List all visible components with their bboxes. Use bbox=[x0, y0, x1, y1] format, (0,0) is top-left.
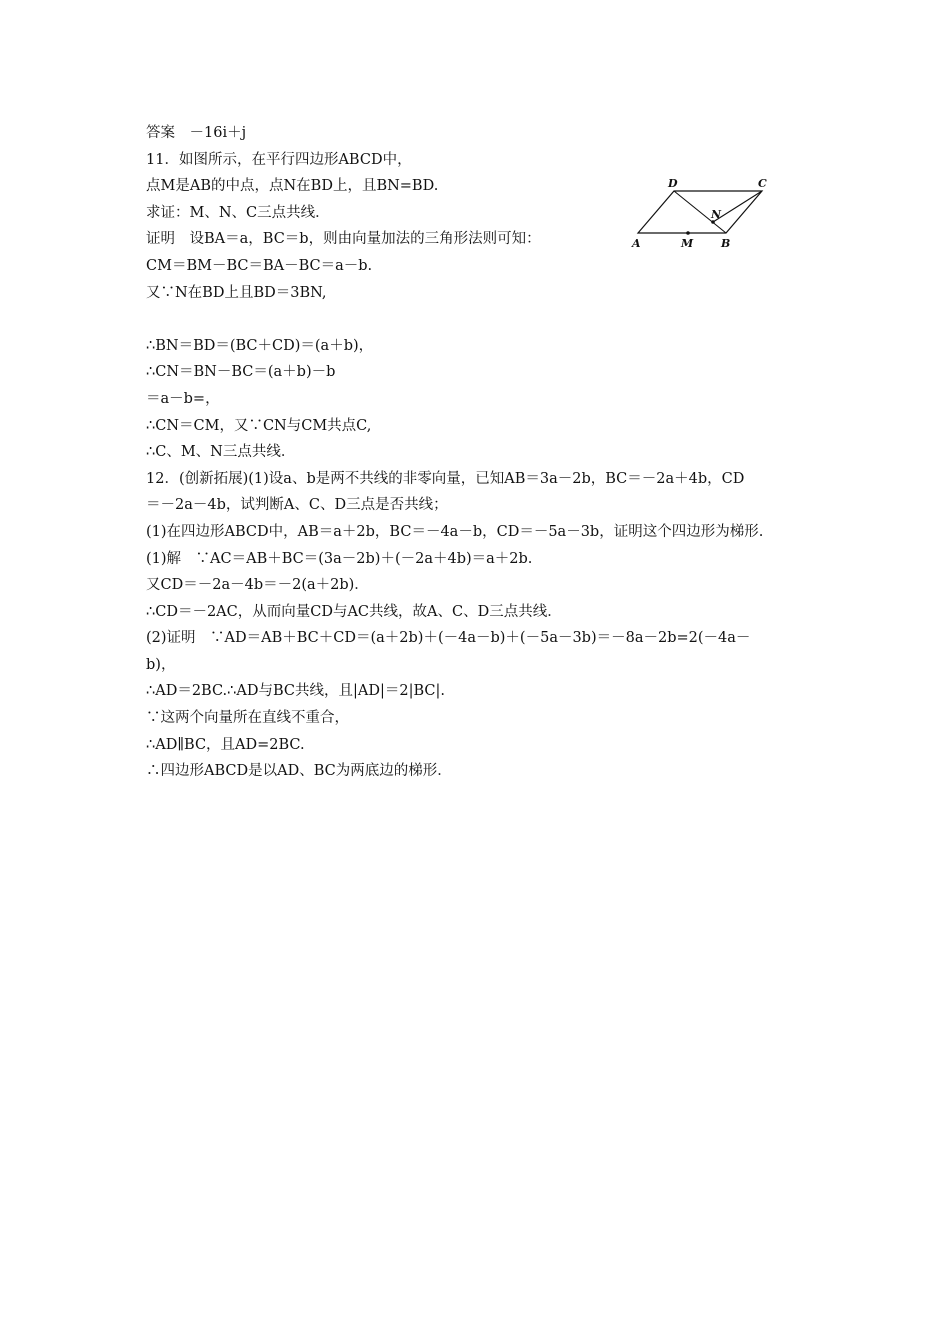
proof-11-line-4: ∴BN＝BD＝(BC＋CD)＝(a＋b)， bbox=[146, 337, 374, 354]
proof-12-line-5: ∴AD∥BC，且AD=2BC. bbox=[146, 736, 305, 753]
label-a: A bbox=[632, 237, 641, 250]
problem-11-title: 11．如图所示，在平行四边形ABCD中， bbox=[146, 151, 412, 168]
problem-12-part-1b: ＝－2a－4b，试判断A、C、D三点是否共线； bbox=[146, 497, 448, 514]
proof-12-line-4: ∵这两个向量所在直线不重合， bbox=[146, 710, 349, 727]
label-d: D bbox=[668, 177, 678, 190]
proof-12-conclusion: ∴四边形ABCD是以AD、BC为两底边的梯形． bbox=[146, 763, 452, 780]
solution-12-line-2: 又CD＝－2a－4b＝－2(a＋2b)． bbox=[146, 577, 369, 594]
proof-11-line-1: 证明 设BA＝a，BC＝b，则由向量加法的三角形法则可知： bbox=[146, 231, 541, 248]
proof-11-line-7: ∴CN＝CM，又∵CN与CM共点C, bbox=[146, 417, 372, 434]
problem-11-goal: 求证：M、N、C三点共线． bbox=[146, 204, 330, 221]
problem-12-part-1a: 12．(创新拓展)(1)设a、b是两不共线的非零向量，已知AB＝3a－2b，BC＝－2a＋4b，CD bbox=[146, 470, 745, 487]
proof-11-line-5: ∴CN＝BN－BC＝(a＋b)－b bbox=[146, 364, 336, 381]
proof-12-line-2: b)， bbox=[146, 656, 176, 673]
solution-12-line-3: ∴CD＝－2AC，从而向量CD与AC共线，故A、C、D三点共线． bbox=[146, 603, 562, 620]
solution-12-line-1: (1)解 ∵AC＝AB＋BC＝(3a－2b)＋(－2a＋4b)＝a＋2b. bbox=[146, 550, 533, 567]
problem-11-condition: 点M是AB的中点，点N在BD上，且BN=BD. bbox=[146, 178, 439, 195]
proof-11-conclusion: ∴C、M、N三点共线． bbox=[146, 444, 296, 461]
answer-line: 答案 －16i＋j bbox=[146, 125, 247, 141]
label-n: N bbox=[711, 208, 722, 221]
label-b: B bbox=[721, 237, 731, 250]
proof-11-line-2: CM＝BM－BC＝BA－BC＝a－b. bbox=[146, 257, 373, 274]
proof-12-line-1: (2)证明 ∵AD＝AB＋BC＋CD＝(a＋2b)＋(－4a－b)＋(－5a－3b)＝－8a－2b=2(－4a－ bbox=[146, 630, 751, 647]
proof-11-line-6: ＝a－b=， bbox=[146, 390, 220, 407]
label-m: M bbox=[681, 237, 694, 250]
blank-line bbox=[146, 306, 816, 333]
proof-12-line-3: ∴AD＝2BC.∴AD与BC共线，且|AD|＝2|BC|. bbox=[146, 683, 445, 700]
parallelogram-figure bbox=[628, 173, 788, 258]
proof-11-line-3: 又∵N在BD上且BD＝3BN, bbox=[146, 284, 327, 301]
point-m bbox=[686, 231, 690, 235]
label-c: C bbox=[758, 177, 767, 190]
problem-12-part-2: (1)在四边形ABCD中，AB＝a＋2b，BC＝－4a－b，CD＝－5a－3b，证明这个四边形为梯形. bbox=[146, 523, 764, 540]
parallelogram-diagram bbox=[628, 173, 788, 258]
